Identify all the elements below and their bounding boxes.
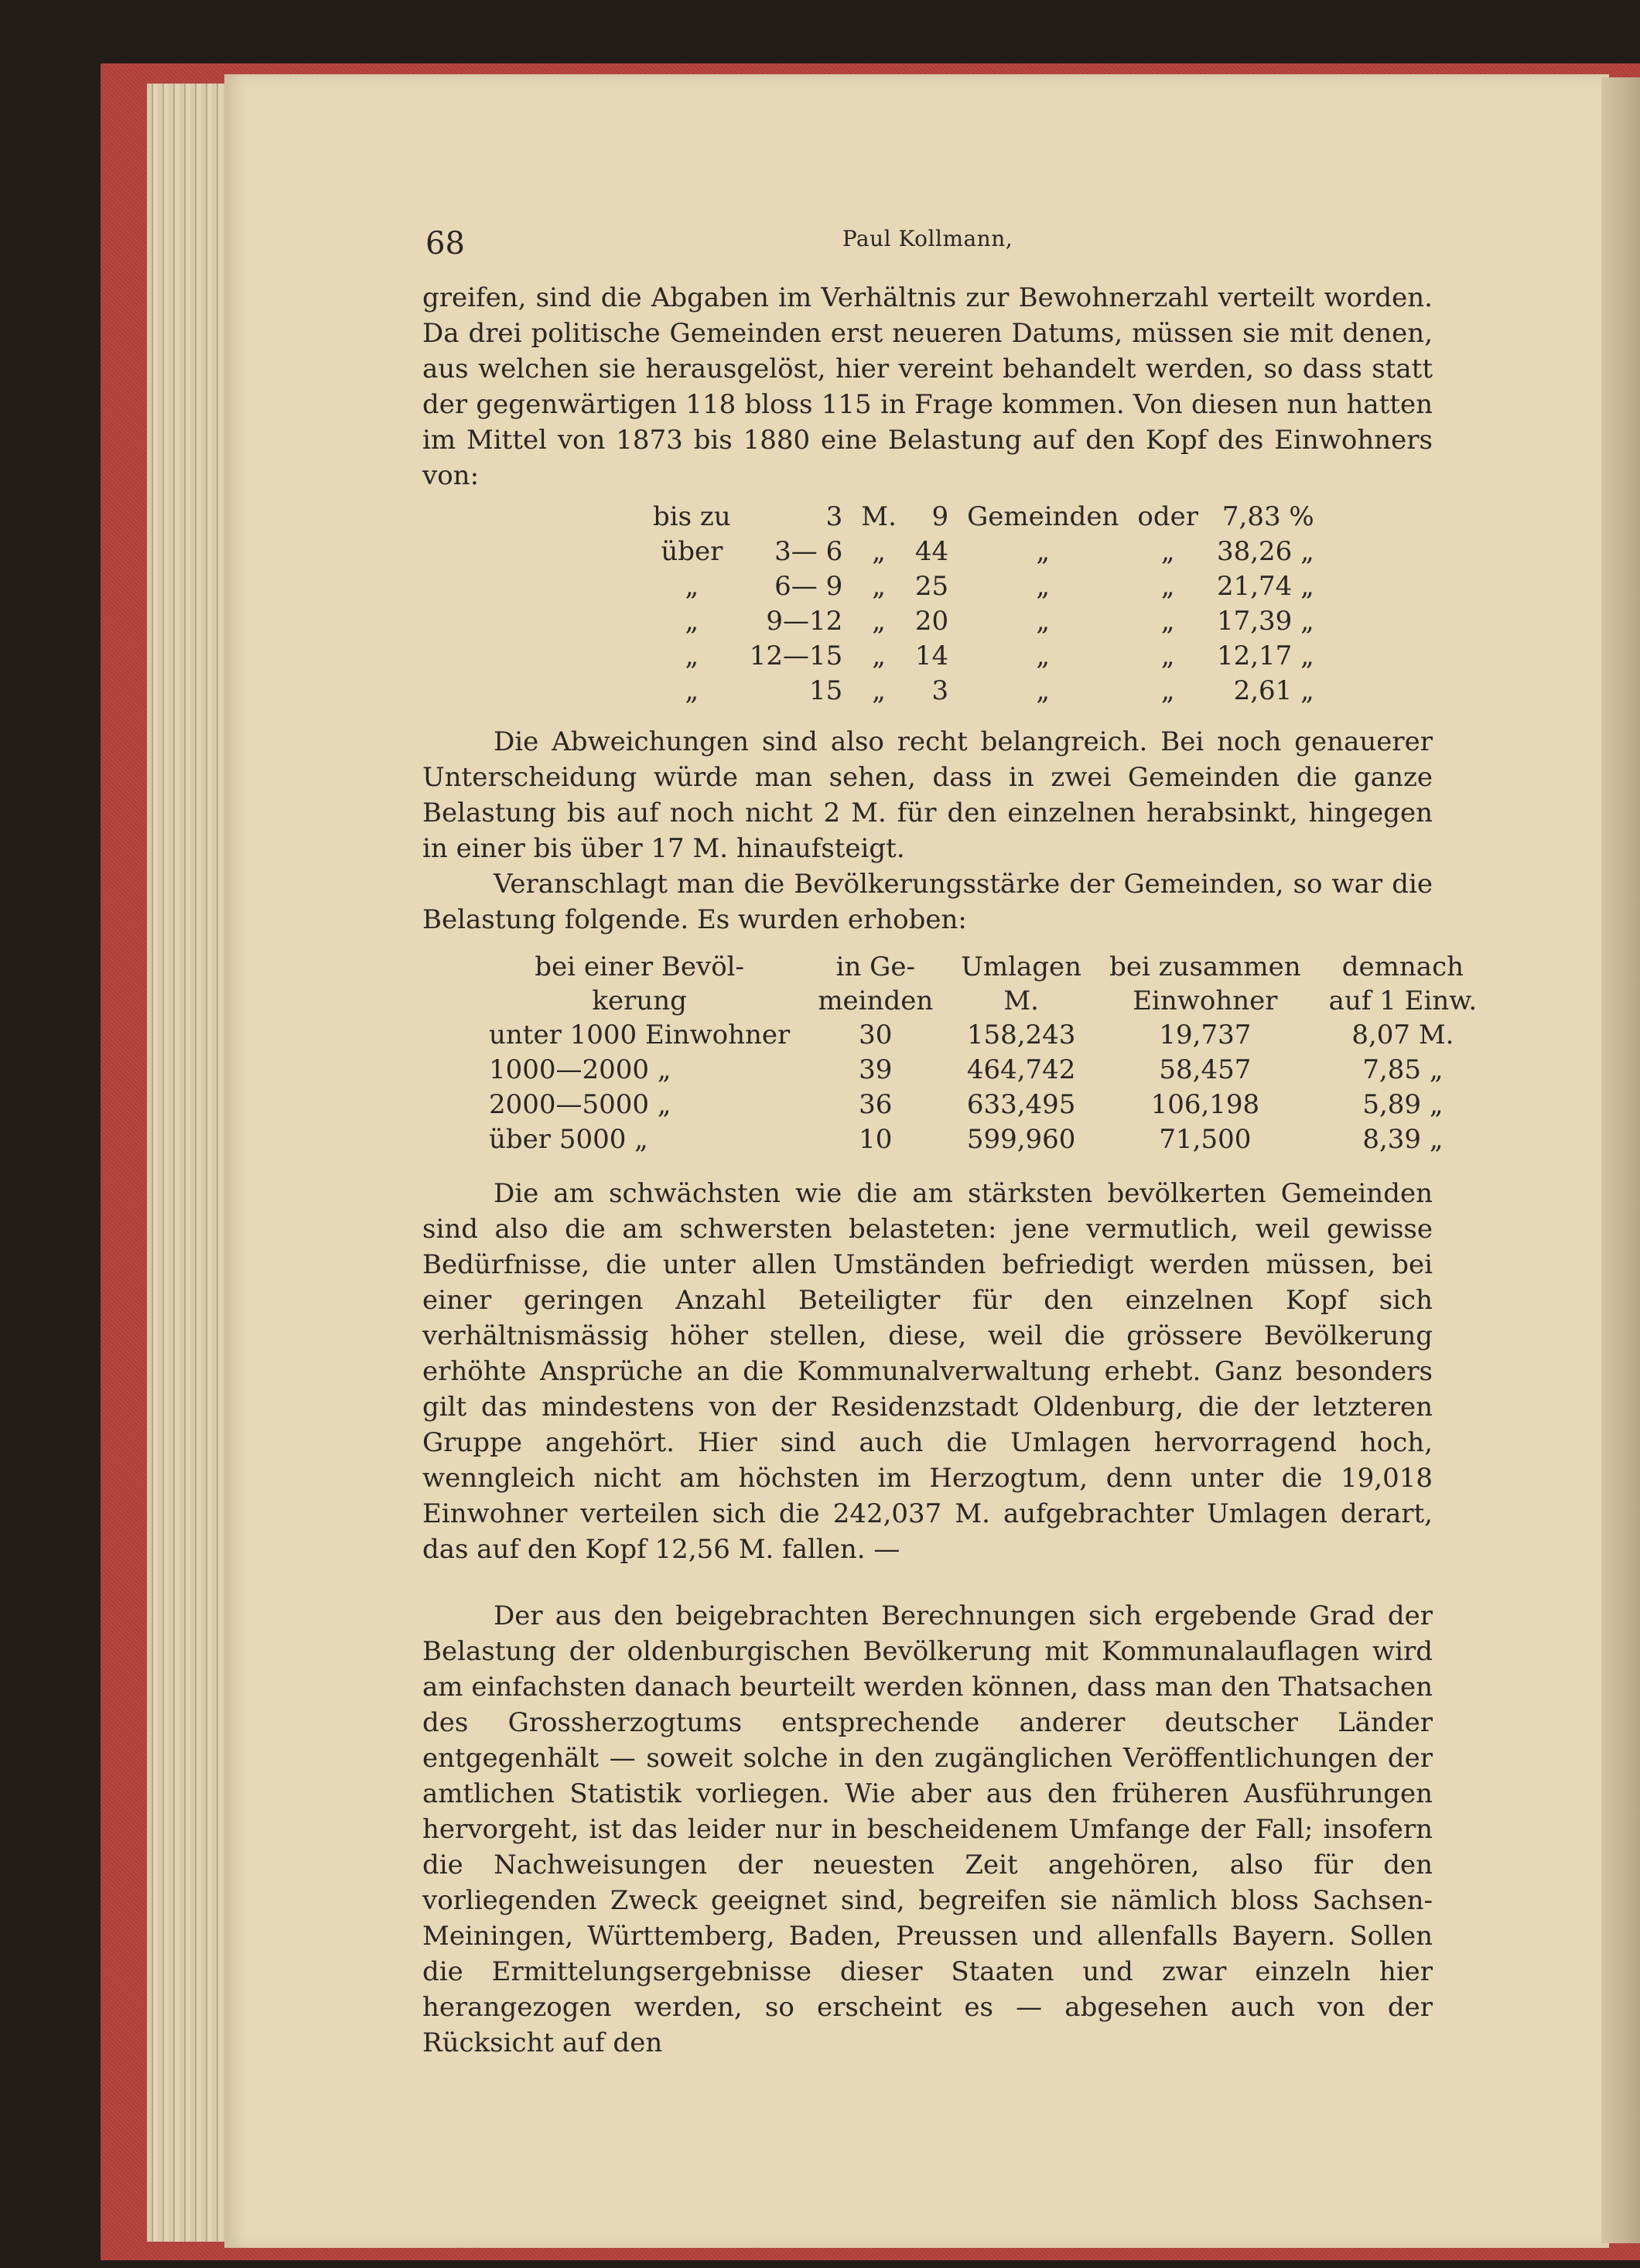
per-head-value: 8,39 „ xyxy=(1362,1124,1444,1155)
range-prefix: bis zu xyxy=(653,501,731,532)
population-class: 2000—5000 „ xyxy=(489,1089,671,1120)
range: 15 xyxy=(808,675,843,706)
col-header-population: kerung xyxy=(592,985,687,1016)
range: 12—15 xyxy=(749,640,843,671)
col-header-einwohner: Einwohner xyxy=(1133,985,1278,1016)
table-row xyxy=(644,535,1324,569)
unit: „ xyxy=(872,536,886,567)
percent: 7,83 % xyxy=(1221,501,1314,532)
count: 3 xyxy=(931,675,949,706)
umlagen-value: 464,742 xyxy=(966,1054,1076,1085)
per-head-value: 7,85 „ xyxy=(1362,1054,1444,1085)
separator: „ xyxy=(1160,640,1175,671)
separator: „ xyxy=(1160,536,1175,567)
paragraph-1: greifen, sind die Abgaben im Verhältnis zur Bewohnerzahl verteilt worden. Da drei politische Gemeinden erst neueren Datums, müssen sie mit denen, aus welchen sie herausgelöst, hier vereint behandelt werden, so dass statt der gegenwärtigen 118 bloss 115 in Frage kommen. Von diesen nun hatten im Mittel von 1873 bis 1880 eine Belastung auf den Kopf des Einwohners von: xyxy=(422,282,1433,491)
label: „ xyxy=(1036,675,1051,706)
col-header-population: bei einer Bevöl- xyxy=(535,951,745,982)
paragraph-3: Veranschlagt man die Bevölkerungsstärke der Gemeinden, so war die Belastung folgende. Es wurden erhoben: xyxy=(422,869,1433,935)
table-row xyxy=(475,1122,1491,1157)
umlagen-value: 158,243 xyxy=(966,1020,1076,1050)
count: 44 xyxy=(914,536,949,567)
percent: 38,26 „ xyxy=(1216,536,1314,567)
label: „ xyxy=(1036,606,1051,637)
range-prefix: „ xyxy=(685,571,699,602)
col-header-umlagen: M. xyxy=(1003,985,1039,1016)
einwohner-value: 19,737 xyxy=(1159,1020,1252,1050)
count: 14 xyxy=(914,640,949,671)
table-row xyxy=(475,1088,1491,1122)
population-burden-table xyxy=(475,950,1491,1157)
table-row xyxy=(644,569,1324,604)
range-prefix: „ xyxy=(685,606,699,637)
label: „ xyxy=(1036,640,1051,671)
paragraph-5: Der aus den beigebrachten Berechnungen sich ergebende Grad der Belastung der oldenburgischen Bevölkerung mit Kommunalauflagen wird am einfachsten danach beurteilt werden können, dass man den Thatsachen des Grossherzogtums entsprechende anderer deutscher Länder entgegenhält — soweit solche in den zugänglichen Veröffentlichungen der amtlichen Statistik vorliegen. Wie aber aus den früheren Ausführungen hervorgeht, ist das leider nur in bescheidenem Umfange der Fall; insofern die Nachweisungen der neuesten Zeit angehören, also für den vorliegenden Zweck geeignet sind, begreifen sie nämlich bloss Sachsen-Meiningen, Württemberg, Baden, Preussen und allenfalls Bayern. Sollen die Ermittelungsergebnisse dieser Staaten und zwar einzeln hier herangezogen werden, so erscheint es — abgesehen auch von der Rücksicht auf den xyxy=(422,1600,1433,2058)
burden-distribution-table xyxy=(644,500,1324,709)
gemeinden-count: 30 xyxy=(859,1020,893,1050)
unit: M. xyxy=(861,501,897,532)
unit: „ xyxy=(872,571,886,602)
col-header-per-head: auf 1 Einw. xyxy=(1328,985,1478,1016)
einwohner-value: 58,457 xyxy=(1159,1054,1252,1085)
population-class: 1000—2000 „ xyxy=(489,1054,671,1085)
count: 9 xyxy=(931,501,949,532)
percent: 2,61 „ xyxy=(1233,675,1314,706)
table-header-row xyxy=(475,950,1491,984)
range: 6— 9 xyxy=(774,571,843,602)
paragraph-2: Die Abweichungen sind also recht belangreich. Bei noch genauerer Unterscheidung würde man sehen, dass in zwei Gemeinden die ganze Belastung bis auf noch nicht 2 M. für den einzelnen herabsinkt, hingegen in einer bis über 17 M. hinaufsteigt. xyxy=(422,726,1433,864)
range: 3 xyxy=(825,501,843,532)
range-prefix: „ xyxy=(685,675,699,706)
percent: 12,17 „ xyxy=(1216,640,1314,671)
table-row xyxy=(475,1018,1491,1053)
einwohner-value: 106,198 xyxy=(1150,1089,1260,1120)
label: „ xyxy=(1036,536,1051,567)
col-header-gemeinden: in Ge- xyxy=(835,951,915,982)
gemeinden-count: 10 xyxy=(859,1124,893,1155)
table-row xyxy=(644,674,1324,709)
col-header-umlagen: Umlagen xyxy=(961,951,1082,982)
gemeinden-count: 36 xyxy=(859,1089,893,1120)
table-row xyxy=(475,1053,1491,1088)
einwohner-value: 71,500 xyxy=(1159,1124,1252,1155)
range-prefix: über xyxy=(661,536,723,567)
table-row xyxy=(644,639,1324,674)
percent: 17,39 „ xyxy=(1216,606,1314,637)
gemeinden-count: 39 xyxy=(859,1054,893,1085)
label: „ xyxy=(1036,571,1051,602)
population-class: unter 1000 Einwohner xyxy=(489,1020,791,1050)
umlagen-value: 599,960 xyxy=(966,1124,1076,1155)
page-stack-edge xyxy=(147,84,232,2242)
count: 20 xyxy=(914,606,949,637)
table-row xyxy=(644,500,1324,535)
per-head-value: 8,07 M. xyxy=(1351,1020,1454,1050)
range: 3— 6 xyxy=(774,536,843,567)
page-number: 68 xyxy=(425,226,465,261)
running-head: Paul Kollmann, xyxy=(842,226,1013,251)
facing-page-edge xyxy=(1601,77,1640,2243)
col-header-einwohner: bei zusammen xyxy=(1109,951,1301,982)
paragraph-4: Die am schwächsten wie die am stärksten bevölkerten Gemeinden sind also die am schwersten belasteten: jene vermutlich, weil gewisse Bedürfnisse, die unter allen Umständen befriedigt werden müssen, bei einer geringen Anzahl Beteiligter für den einzelnen Kopf sich verhältnismässig höher stellen, diese, weil die grössere Bevölkerung erhöhte Ansprüche an die Kommunalverwaltung erhebt. Ganz besonders gilt das mindestens von der Residenzstadt Oldenburg, die der letzteren Gruppe angehört. Hier sind auch die Umlagen hervorragend hoch, wenngleich nicht am höchsten im Herzogtum, denn unter die 19,018 Einwohner verteilen sich die 242,037 M. aufgebrachter Umlagen derart, das auf den Kopf 12,56 M. fallen. — xyxy=(422,1178,1433,1565)
separator: oder xyxy=(1137,501,1198,532)
unit: „ xyxy=(872,606,886,637)
table-row xyxy=(644,604,1324,639)
range: 9—12 xyxy=(766,606,843,637)
separator: „ xyxy=(1160,675,1175,706)
count: 25 xyxy=(914,571,949,602)
label: Gemeinden xyxy=(967,501,1119,532)
unit: „ xyxy=(872,640,886,671)
col-header-per-head: demnach xyxy=(1341,951,1464,982)
page-text xyxy=(422,221,1478,2061)
separator: „ xyxy=(1160,571,1175,602)
separator: „ xyxy=(1160,606,1175,637)
range-prefix: „ xyxy=(685,640,699,671)
col-header-gemeinden: meinden xyxy=(818,985,934,1016)
umlagen-value: 633,495 xyxy=(966,1089,1076,1120)
unit: „ xyxy=(872,675,886,706)
percent: 21,74 „ xyxy=(1216,571,1314,602)
per-head-value: 5,89 „ xyxy=(1362,1089,1444,1120)
population-class: über 5000 „ xyxy=(489,1124,648,1155)
page-header xyxy=(422,221,1433,280)
table-header-row xyxy=(475,984,1491,1018)
section-gap xyxy=(422,1567,1433,1598)
